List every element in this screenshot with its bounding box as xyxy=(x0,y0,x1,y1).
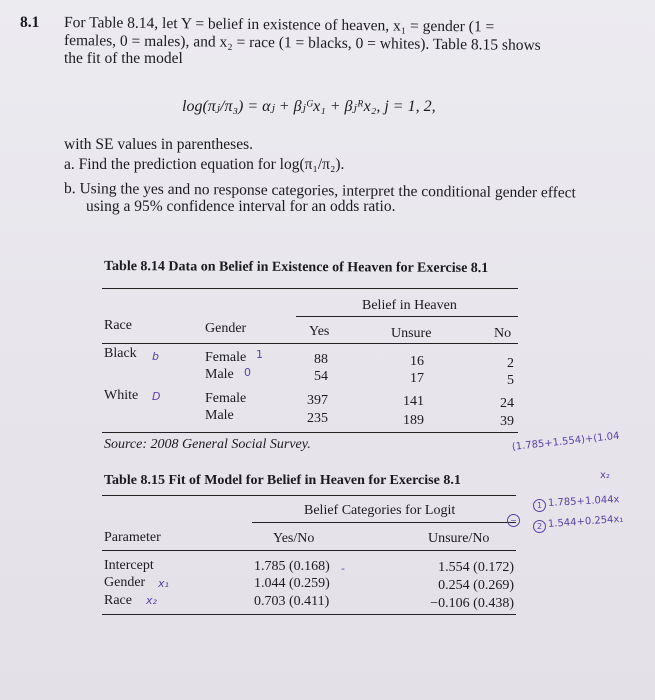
table-8-14-title: Table 8.14 Data on Belief in Existence of Heaven for Exercise 8.1 xyxy=(103,259,489,277)
part-b-line-2: using a 95% confidence interval for an odds ratio. xyxy=(86,198,396,215)
table-8-15-title: Table 8.15 Fit of Model for Belief in Heaven for Exercise 8.1 xyxy=(104,473,461,488)
cell-gender: Male xyxy=(205,367,234,382)
cell-unsure: 17 xyxy=(410,371,424,386)
handwritten-note-x2: x₂ xyxy=(600,470,610,481)
table-8-14-header-no: No xyxy=(494,326,512,341)
table-8-14-header-yes: Yes xyxy=(309,324,330,339)
cell-no: 39 xyxy=(500,414,514,429)
cell-parameter: Intercept xyxy=(104,558,154,573)
table-8-14-header-unsure: Unsure xyxy=(391,326,432,341)
handwritten-note-2: 1.544+0.254x₁ xyxy=(547,513,624,530)
cell-yesno: 1.044 (0.259) xyxy=(254,576,330,591)
cell-parameter: Gender xyxy=(104,575,146,590)
handwritten-circle-2: 2 xyxy=(533,520,546,533)
handwritten-dash: - xyxy=(341,562,345,575)
table-8-15-group-rule xyxy=(252,522,516,523)
cell-unsureno: 1.554 (0.172) xyxy=(438,560,514,575)
cell-gender: Female xyxy=(205,391,247,406)
handwritten-circle-1: 1 xyxy=(533,499,546,512)
exercise-line-1: For Table 8.14, let Y = belief in existence of heaven, x₁ = gender (1 = xyxy=(63,14,495,36)
table-8-15-header-yesno: Yes/No xyxy=(273,531,315,546)
table-8-14-group-rule xyxy=(296,316,518,317)
handwritten-x1-mark: x₁ xyxy=(158,577,169,590)
table-8-14-bottom-rule xyxy=(102,432,518,433)
table-8-15-header-rule xyxy=(102,550,516,551)
model-equation: log(πⱼ/π₃) = αⱼ + βⱼᴳx₁ + βⱼᴿx₂, j = 1, 2, xyxy=(182,98,436,115)
cell-yesno: 0.703 (0.411) xyxy=(254,594,330,609)
cell-unsure: 141 xyxy=(403,394,424,409)
handwritten-one-mark: 1 xyxy=(256,348,263,361)
cell-gender: Female xyxy=(205,350,247,365)
handwritten-note-top: (1.785+1.554)+(1.04 xyxy=(511,430,620,453)
cell-yes: 54 xyxy=(314,369,328,384)
cell-yes: 88 xyxy=(314,352,328,367)
cell-parameter: Race xyxy=(104,593,132,608)
cell-no: 2 xyxy=(507,356,514,371)
part-b-line-1: b. Using the yes and no response categories, interpret the conditional gender effect xyxy=(63,180,576,202)
exercise-number: 8.1 xyxy=(20,14,40,31)
part-a: a. Find the prediction equation for log(π₁/π₂). xyxy=(64,156,345,173)
table-8-14-source: Source: 2008 General Social Survey. xyxy=(104,437,311,452)
table-8-14-group-header: Belief in Heaven xyxy=(362,298,457,313)
cell-gender: Male xyxy=(205,408,234,423)
table-8-15-header-unsureno: Unsure/No xyxy=(428,531,490,546)
cell-yes: 235 xyxy=(307,411,328,426)
cell-yesno: 1.785 (0.168) xyxy=(254,559,330,574)
handwritten-zero-mark: 0 xyxy=(244,366,251,379)
handwritten-circle-minus: − xyxy=(507,514,520,527)
cell-unsureno: 0.254 (0.269) xyxy=(438,578,514,593)
cell-unsure: 189 xyxy=(403,413,424,428)
table-8-14-header-race: Race xyxy=(104,318,132,333)
cell-race: White xyxy=(104,388,139,403)
handwritten-note-1: 1.785+1.044x xyxy=(547,494,620,509)
cell-no: 24 xyxy=(500,396,514,411)
cell-race: Black xyxy=(104,346,137,361)
table-8-14-header-rule xyxy=(102,343,518,344)
exercise-line-2: females, 0 = males), and x₂ = race (1 = blacks, 0 = whites). Table 8.15 shows xyxy=(63,32,541,54)
table-8-15-top-rule xyxy=(102,495,516,496)
cell-unsure: 16 xyxy=(410,354,424,369)
cell-yes: 397 xyxy=(307,393,328,408)
table-8-15-group-header: Belief Categories for Logit xyxy=(304,503,456,518)
handwritten-b-mark: b xyxy=(152,350,159,363)
table-8-14-header-gender: Gender xyxy=(205,321,247,336)
handwritten-d-mark: D xyxy=(152,390,161,403)
exercise-line-4: with SE values in parentheses. xyxy=(64,136,253,153)
table-8-14-top-rule xyxy=(102,288,518,289)
exercise-line-3: the fit of the model xyxy=(64,50,183,67)
cell-no: 5 xyxy=(507,373,514,388)
handwritten-x2-mark: x₂ xyxy=(146,594,157,607)
table-8-15-bottom-rule xyxy=(102,614,516,615)
table-8-15-header-parameter: Parameter xyxy=(104,530,161,545)
cell-unsureno: −0.106 (0.438) xyxy=(430,596,514,611)
